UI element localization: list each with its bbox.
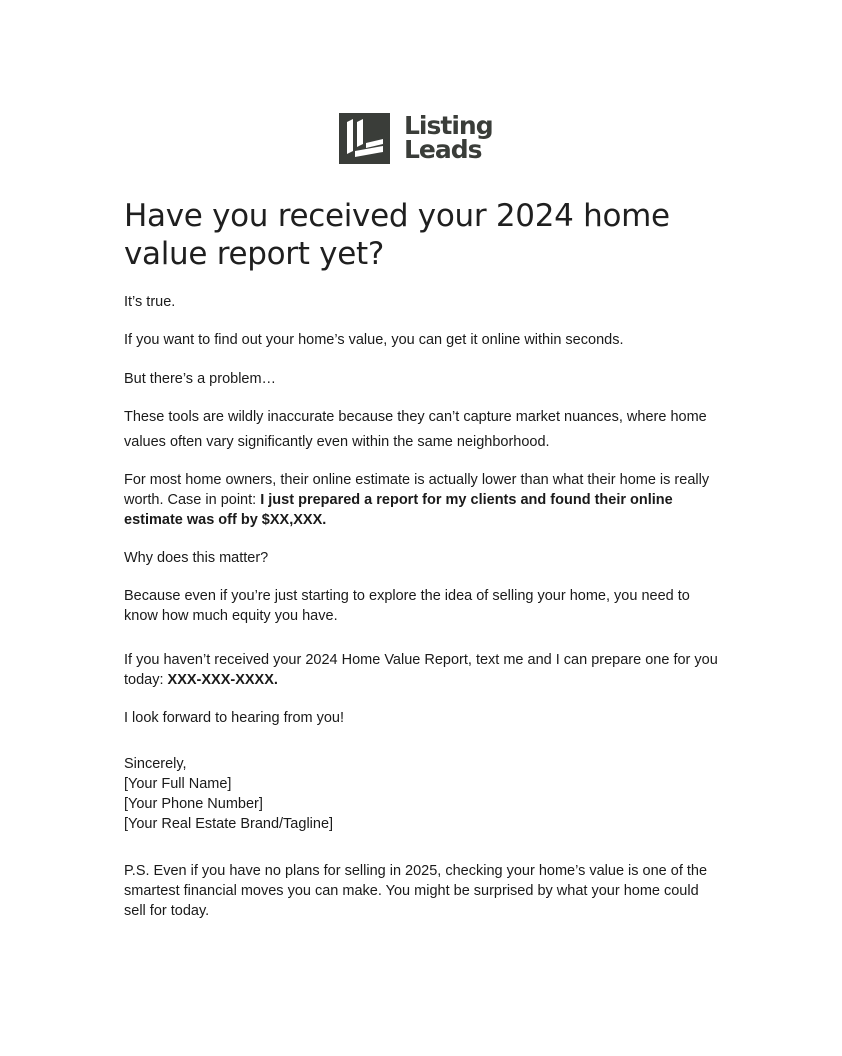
paragraph-problem — [124, 369, 724, 389]
brand-logo — [339, 112, 493, 164]
paragraph-8 — [124, 650, 724, 690]
postscript — [124, 861, 724, 921]
paragraph-5 — [124, 470, 724, 530]
paragraph-1: It’s true. — [124, 294, 176, 310]
paragraph-closing — [124, 708, 724, 728]
paragraph-inaccurate — [124, 405, 724, 455]
paragraph-5-bold: I just prepared a report for my clients and found their online estimate was off by $XX,XXX. — [124, 492, 673, 528]
signature-phone: [Your Phone Number] — [124, 796, 263, 812]
phone-placeholder: XXX-XXX-XXXX. — [167, 672, 278, 688]
paragraph-4: These tools are wildly inaccurate because they can’t capture market nuances, where home values often vary significantly even within the same neighborhood. — [124, 409, 707, 450]
paragraph-2: If you want to find out your home’s value, you can get it online within seconds. — [124, 332, 624, 348]
paragraph-6: Why does this matter? — [124, 550, 269, 566]
listing-leads-logo-icon — [339, 113, 390, 164]
signature-closing: Sincerely, — [124, 756, 187, 772]
paragraph-estimate — [124, 470, 724, 530]
postscript-text: P.S. Even if you have no plans for selling in 2025, checking your home’s value is one of the smartest financial moves you can make. You might be surprised by what your home could sell for today. — [124, 863, 708, 919]
brand-line-2: Leads — [404, 135, 482, 164]
paragraph-report — [124, 650, 724, 690]
signature-brand: [Your Real Estate Brand/Tagline] — [124, 816, 334, 832]
paragraph-online-value — [124, 330, 724, 350]
paragraph-7: Because even if you’re just starting to explore the idea of selling your home, you need to know how much equity you have. — [124, 588, 690, 624]
paragraph-equity — [124, 586, 724, 626]
paragraph-5-text: For most home owners, their online estimate is actually lower than what their home is really worth. Case in point: — [124, 472, 710, 508]
brand-wordmark — [404, 111, 493, 164]
signature-block — [124, 754, 724, 834]
signature-name: [Your Full Name] — [124, 776, 232, 792]
paragraph-3: But there’s a problem… — [124, 371, 277, 387]
brand-line-1: Listing — [404, 111, 493, 140]
paragraph-8-text: If you haven’t received your 2024 Home Value Report, text me and I can prepare one for you today: — [124, 652, 718, 688]
paragraph-why — [124, 548, 724, 568]
paragraph-intro — [124, 292, 724, 312]
paragraph-9: I look forward to hearing from you! — [124, 710, 345, 726]
page-title: Have you received your 2024 home value report yet? — [124, 198, 670, 272]
